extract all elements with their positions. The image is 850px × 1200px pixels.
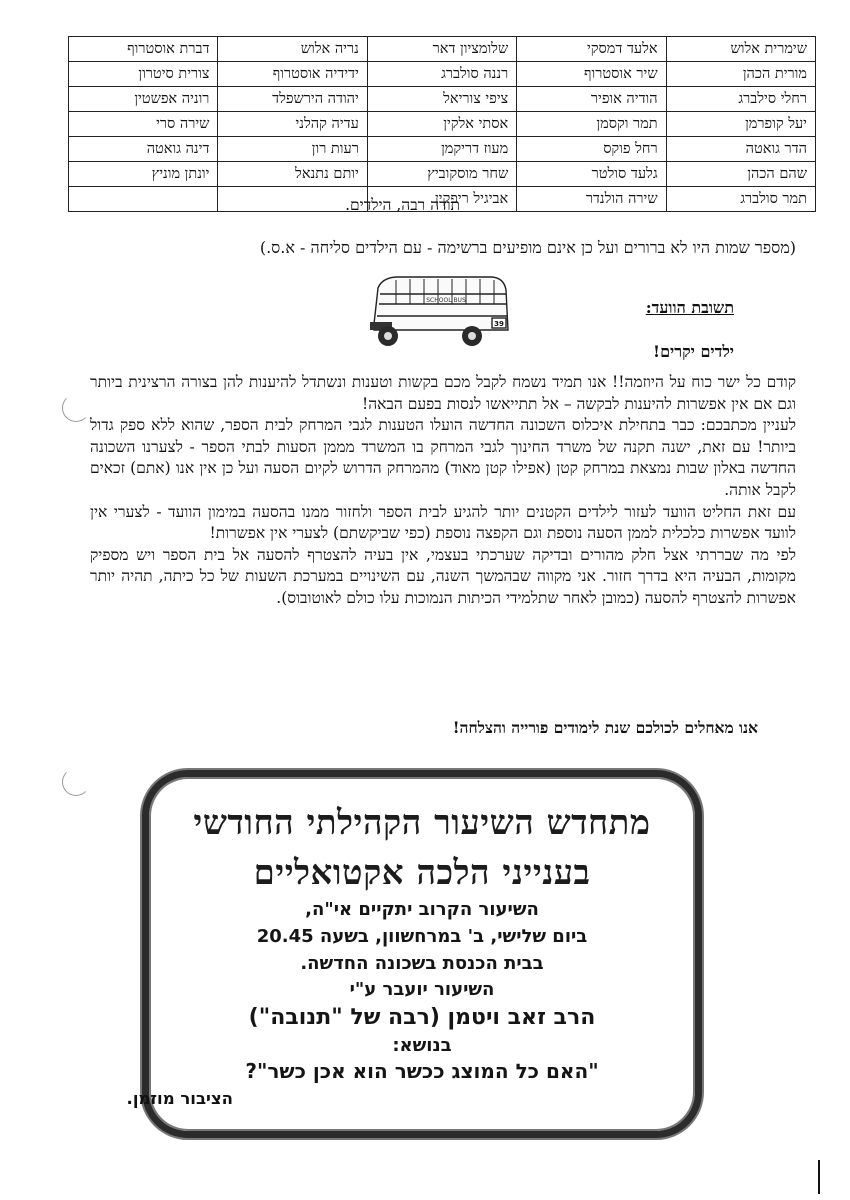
names-row — [69, 137, 816, 162]
names-row — [69, 87, 816, 112]
name-cell: שיר אוסטרוף — [517, 62, 666, 87]
shiur-topic-label: בנושא: — [392, 1035, 452, 1056]
name-cell: הדר גואטה — [666, 137, 815, 162]
name-cell: שהם הכהן — [666, 162, 815, 187]
name-cell: דברת אוסטרוף — [69, 37, 218, 62]
name-cell: יונתן מוניץ — [69, 162, 218, 187]
closing-wish: אנו מאחלים לכולכם שנת לימודים פורייה והצלחה! — [452, 718, 758, 737]
name-cell: שירה הולנדר — [517, 187, 666, 212]
name-cell: יעל קופרמן — [666, 112, 815, 137]
bus-number: 39 — [494, 320, 504, 328]
name-cell: ציפי צוריאל — [367, 87, 516, 112]
name-cell: שימרית אלוש — [666, 37, 815, 62]
reply-paragraph: עם זאת החליט הוועד לעזור לילדים הקטנים יותר להגיע לבית הספר ולחזור ממנו בהסעה במימון הוועד - לצערי אין לוועד אפשרות כלכלית לממן הסעה נוספת וגם הקפצה נוספת (כפי שביקשתם) לצערי אין אפשרות! — [90, 502, 796, 543]
name-cell: מעוז דריקמן — [367, 137, 516, 162]
reply-paragraph: קודם כל ישר כוח על היוזמה!! אנו תמיד נשמח לקבל מכם בקשות וטענות ונשתדל להיענות להן בצורה הרצינית ביותר וגם אם אין אפשרות להיענות לבקשה – אל תתייאשו לנסות בפעם הבאה! — [90, 373, 796, 413]
name-cell: שלומציון דאר — [367, 37, 516, 62]
name-cell: אביגיל ריפקין — [367, 187, 516, 212]
name-cell: תמר סולברג — [666, 187, 815, 212]
shiur-title-line2: בענייני הלכה אקטואליים — [253, 853, 591, 893]
shiur-next-line: השיעור הקרוב יתקיים אי"ה, — [305, 899, 539, 920]
name-cell: מורית הכהן — [666, 62, 815, 87]
name-cell: הודיה אופיר — [517, 87, 666, 112]
name-cell: רחל פוקס — [517, 137, 666, 162]
thanks-line: תודה רבה, הילדים. — [345, 196, 460, 214]
names-row — [69, 37, 816, 62]
shiur-given-by-line: השיעור יועבר ע"י — [349, 979, 495, 1000]
reply-paragraph: לפי מה שבררתי אצל חלק מהורים ובדיקה שערכתי בעצמי, אין בעיה להצטרף להסעה אל בית הספר ויש מספיק מקומות, הבעיה היא בדרך חזור. אני מקווה שבהמשך השנה, עם השינויים במערכת השעות של כל כיתה, תהיה יותר אפשרות להצטרף להסעה (כמובן לאחר שתלמידי הכיתות הנמוכות עלו כולם לאוטובוס). — [90, 545, 796, 607]
shiur-rabbi-line: הרב זאב ויטמן (רבה של "תנובה") — [248, 1005, 596, 1030]
bus-label-text: SCHOOL BUS — [426, 297, 466, 304]
name-cell: רעות רון — [218, 137, 367, 162]
name-cell — [69, 187, 218, 212]
name-cell: אלעד דמסקי — [517, 37, 666, 62]
name-cell: רננה סולברג — [367, 62, 516, 87]
shiur-place-line: בבית הכנסת בשכונה החדשה. — [300, 953, 544, 974]
names-note: (מספר שמות היו לא ברורים ועל כן אינם מופיעים ברשימה - עם הילדים סליחה - א.ס.) — [259, 238, 796, 257]
name-cell: שירה סרי — [69, 112, 218, 137]
name-cell: גלעד סולטר — [517, 162, 666, 187]
name-cell: רוניה אפשטין — [69, 87, 218, 112]
names-row — [69, 112, 816, 137]
shiur-invite-line: הציבור מוזמן. — [126, 1089, 233, 1108]
margin-mark — [818, 1160, 820, 1194]
name-cell: יהודה הירשפלד — [218, 87, 367, 112]
shiur-title-line1: מתחדש השיעור הקהילתי החודשי — [193, 803, 651, 843]
name-cell: רחלי סילברג — [666, 87, 815, 112]
shiur-announcement-box — [126, 770, 702, 1138]
reply-paragraph: לעניין מכתבכם: כבר בתחילת איכלוס השכונה החדשה הועלו הטענות לגבי המרחק לבית הספר, שהוא ללא ספק גדול ביותר! עם זאת, ישנה תקנה של משרד החינוך לגבי המרחק בו המשרד מממן הסעות לבתי הספר - לצערנו השכונה החדשה באלון שבות נמצאת במרחק קטן (אפילו קטן מאוד) מהמרחק הדרוש לקיום הסעה ועל כן אין אנו (אתם) זכאים לקבל אותה. — [90, 416, 796, 499]
name-cell: צורית סיטרון — [69, 62, 218, 87]
punch-hole — [62, 768, 90, 796]
name-cell: ידידיה אוסטרוף — [218, 62, 367, 87]
shiur-date-line: ביום שלישי, ב' במרחשוון, בשעה 20.45 — [256, 926, 588, 947]
name-cell: יותם נתנאל — [218, 162, 367, 187]
greeting: ילדים יקרים! — [653, 342, 734, 361]
name-cell: נריה אלוש — [218, 37, 367, 62]
names-row — [69, 162, 816, 187]
committee-reply-heading: תשובת הוועד: — [645, 298, 734, 317]
name-cell: שחר מוסקוביץ — [367, 162, 516, 187]
school-bus-image — [366, 272, 516, 354]
name-cell: דינה גואטה — [69, 137, 218, 162]
names-row — [69, 62, 816, 87]
shiur-topic: "האם כל המוצג ככשר הוא אכן כשר"? — [245, 1059, 599, 1083]
name-cell: עדיה קהלני — [218, 112, 367, 137]
name-cell: אסתי אלקין — [367, 112, 516, 137]
reply-body — [90, 372, 796, 610]
name-cell: תמר וקסמן — [517, 112, 666, 137]
punch-hole — [62, 394, 90, 422]
children-names-table — [68, 36, 816, 212]
